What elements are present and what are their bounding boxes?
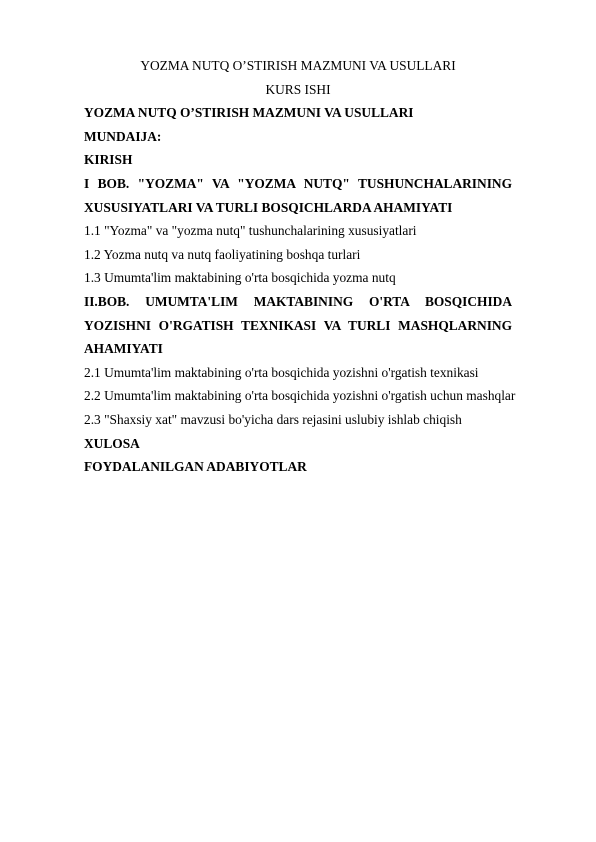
header-subtitle: KURS ISHI xyxy=(265,81,331,97)
toc-chapter-2-line-3: AHAMIYATI xyxy=(84,341,163,357)
toc-chapter-1-line-1: I BOB. "YOZMA" VA "YOZMA NUTQ" TUSHUNCHALARINING xyxy=(84,175,512,191)
toc-chapter-2-line-2: YOZISHNI O'RGATISH TEXNIKASI VA TURLI MASHQLARNING xyxy=(84,317,512,333)
toc-section-1-2: 1.2 Yozma nutq va nutq faoliyatining boshqa turlari xyxy=(84,246,361,262)
toc-references: FOYDALANILGAN ADABIYOTLAR xyxy=(84,459,307,475)
toc-section-2-1: 2.1 Umumta'lim maktabining o'rta bosqichida yozishni o'rgatish texnikasi xyxy=(84,364,479,380)
toc-chapter-1 xyxy=(84,172,512,219)
contents-heading: MUNDAIJA: xyxy=(84,128,162,144)
toc-chapter-1-line-2: XUSUSIYATLARI VA TURLI BOSQICHLARDA AHAMIYATI xyxy=(84,199,453,215)
header-title: YOZMA NUTQ O’STIRISH MAZMUNI VA USULLARI xyxy=(140,58,456,73)
toc-section-2-2: 2.2 Umumta'lim maktabining o'rta bosqichida yozishni o'rgatish uchun mashqlar xyxy=(84,388,516,404)
toc-conclusion: XULOSA xyxy=(84,435,140,451)
document-title: YOZMA NUTQ O’STIRISH MAZMUNI VA USULLARI xyxy=(84,105,414,121)
toc-chapter-2-line-1: II.BOB. UMUMTA'LIM MAKTABINING O'RTA BOSQICHIDA xyxy=(84,293,512,309)
document-content xyxy=(84,54,516,479)
toc-section-1-1: 1.1 "Yozma" va "yozma nutq" tushunchalarining xususiyatlari xyxy=(84,223,417,239)
toc-intro: KIRISH xyxy=(84,152,133,168)
toc-chapter-2 xyxy=(84,290,512,361)
toc-section-2-3: 2.3 "Shaxsiy xat" mavzusi bo'yicha dars rejasini uslubiy ishlab chiqish xyxy=(84,411,462,427)
toc-section-1-3: 1.3 Umumta'lim maktabining o'rta bosqichida yozma nutq xyxy=(84,270,396,286)
